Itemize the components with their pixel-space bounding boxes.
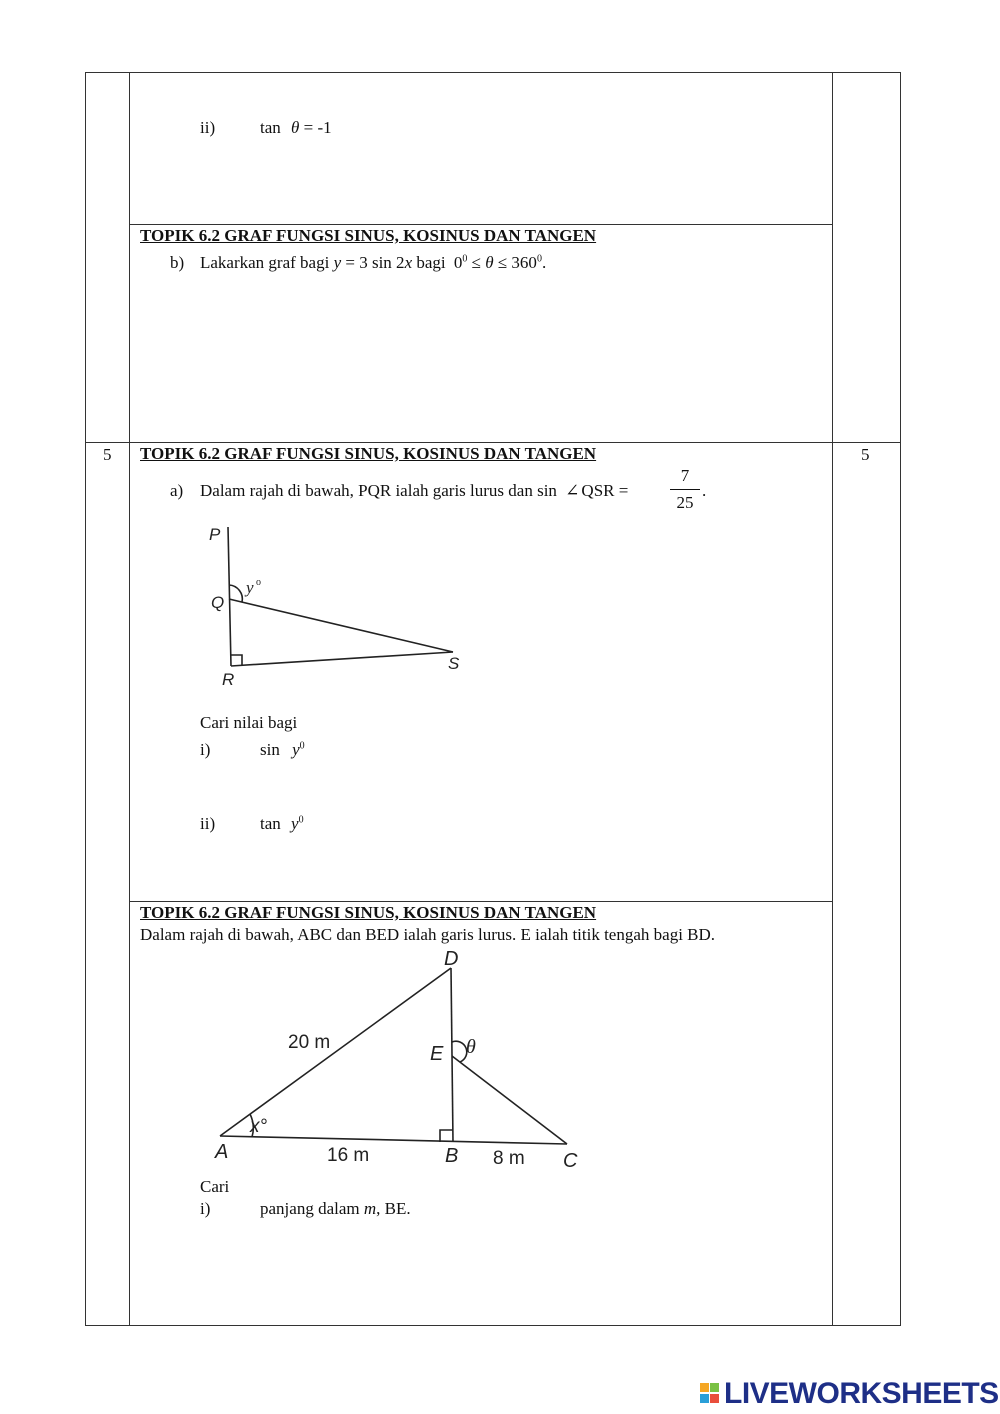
- label-a: A: [215, 1141, 229, 1163]
- right-angle-mark-b: [440, 1130, 453, 1142]
- column-divider-2: [832, 72, 833, 1326]
- fraction-period: .: [702, 481, 707, 500]
- topic-heading-c: TOPIK 6.2 GRAF FUNGSI SINUS, KOSINUS DAN TANGEN: [140, 903, 597, 922]
- table-border-right: [900, 72, 901, 1326]
- sub-i-number: i): [200, 740, 211, 759]
- item-ii-number: ii): [200, 118, 216, 137]
- label-q: Q: [211, 593, 225, 612]
- angle-symbol: ∠: [565, 481, 580, 500]
- triangle-diagram-abcde: [200, 940, 600, 1180]
- label-length-ab: 16 m: [327, 1145, 370, 1166]
- question-a-text: Dalam rajah di bawah, PQR ialah garis lurus dan sin ∠ QSR =: [200, 481, 629, 500]
- find-values-instruction: Cari nilai bagi: [200, 713, 298, 732]
- label-x-angle: x°: [250, 1116, 268, 1137]
- line-ad: [220, 968, 451, 1136]
- triangle-diagram-pqrs: [200, 515, 490, 695]
- fraction-denominator: 25: [676, 493, 694, 512]
- tan-function: tan: [260, 118, 281, 137]
- inner-row-divider-2: [129, 901, 833, 902]
- sub-i-expression: $\sin y^0$: [260, 740, 305, 759]
- line-pr: [228, 527, 231, 666]
- liveworksheets-wordmark: LIVEWORKSHEETS: [724, 1377, 999, 1410]
- range-expression: $0^0 \le \theta \le 360^0$.: [453, 253, 547, 272]
- label-p: P: [209, 525, 221, 544]
- theta-symbol: θ: [291, 118, 300, 137]
- fraction-7-25: [670, 466, 700, 513]
- label-b: B: [445, 1145, 459, 1167]
- label-length-ad: 20 m: [288, 1032, 331, 1053]
- line-qs: [229, 599, 453, 652]
- table-border-top: [85, 72, 901, 73]
- item-ii-equation: [260, 118, 332, 138]
- label-theta: θ: [466, 1036, 476, 1058]
- line-rs: [231, 652, 453, 666]
- fraction-numerator: 7: [670, 466, 700, 490]
- label-e: E: [430, 1043, 444, 1065]
- label-y-angle: y: [246, 578, 254, 597]
- label-c: C: [563, 1150, 578, 1172]
- column-divider-1: [129, 72, 130, 1326]
- equation-rest: = -1: [299, 118, 332, 137]
- section-c-find: Cari: [200, 1177, 230, 1196]
- topic-heading-b: TOPIK 6.2 GRAF FUNGSI SINUS, KOSINUS DAN TANGEN: [140, 226, 597, 245]
- question-marks: 5: [861, 445, 870, 464]
- label-d: D: [444, 948, 459, 970]
- label-r: R: [222, 670, 235, 689]
- inner-row-divider-1: [129, 224, 833, 225]
- right-angle-mark-r: [231, 655, 242, 666]
- line-bd: [451, 968, 453, 1142]
- question-a-label: a): [170, 481, 184, 500]
- table-border-bottom: [85, 1325, 901, 1326]
- question-number: 5: [103, 445, 112, 464]
- topic-heading-q5: TOPIK 6.2 GRAF FUNGSI SINUS, KOSINUS DAN TANGEN: [140, 444, 597, 463]
- label-y-degree: o: [256, 577, 261, 588]
- question-b-text: Lakarkan graf bagi y = 3 sin 2x bagi $0^0 \le \theta \le 360^0$.: [200, 253, 547, 272]
- label-length-bc: 8 m: [493, 1148, 525, 1169]
- question-b-label: b): [170, 253, 185, 272]
- table-border-left: [85, 72, 86, 1326]
- section-c-sub-i-text: panjang dalam m, BE.: [260, 1199, 411, 1218]
- row-divider-q5: [85, 442, 901, 443]
- section-c-intro: Dalam rajah di bawah, ABC dan BED ialah garis lurus. E ialah titik tengah bagi BD.: [140, 925, 716, 944]
- line-ac: [220, 1136, 567, 1144]
- sub-ii-expression: $\tan y^0$: [260, 814, 304, 833]
- label-s: S: [448, 654, 460, 673]
- line-ec: [452, 1056, 567, 1144]
- liveworksheets-logo-icon: [700, 1383, 720, 1405]
- section-c-sub-i-number: i): [200, 1199, 211, 1218]
- sub-ii-number: ii): [200, 814, 216, 833]
- liveworksheets-branding: [700, 1374, 999, 1414]
- angle-arc-theta: [452, 1041, 467, 1062]
